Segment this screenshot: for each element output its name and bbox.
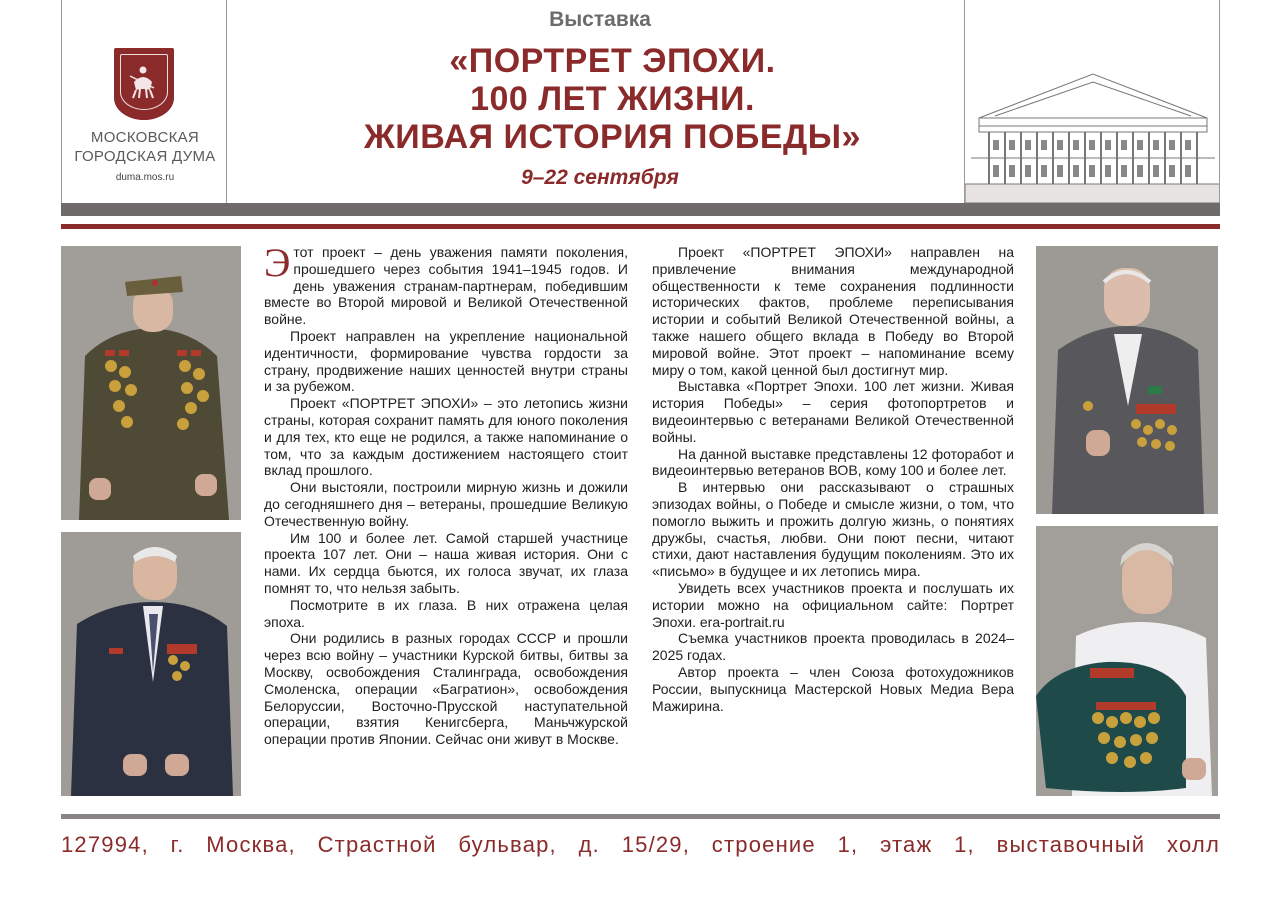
header-divider-red	[61, 224, 1220, 229]
paragraph-13: Съемка участников проекта проводилась в 2024–2025 годах.	[652, 630, 1014, 664]
veteran-portrait-4	[1036, 526, 1218, 796]
duma-logo-block	[61, 0, 227, 203]
veteran-portrait-2	[61, 532, 241, 796]
paragraph-12: Увидеть всех участников проекта и послушать их истории можно на официальном сайте: Портрет Эпохи. era-portrait.ru	[652, 579, 1014, 630]
moscow-coat-of-arms-icon	[114, 48, 174, 120]
exhibit-title: «ПОРТРЕТ ЭПОХИ. 100 ЛЕТ ЖИЗНИ. ЖИВАЯ ИСТОРИЯ ПОБЕДЫ»	[364, 42, 861, 156]
exhibit-dates: 9–22 сентября	[521, 166, 679, 189]
paragraph-7: Они родились в разных городах СССР и прошли через всю войну – участники Курской битвы, битвы за Москву, освобождения Сталинграда, освобождения Смоленска, операции «Багратион», освобождения Белоруссии, Восточно-Прусской наступательной операции, взятия Кенигсберга, Маньчжурской операции против Японии. Сейчас они живут в Москве.	[264, 630, 628, 748]
paragraph-10: На данной выставке представлены 12 фоторабот и видеоинтервью ветеранов ВОВ, кому 100 и более лет.	[652, 445, 1014, 479]
duma-building-illustration	[964, 0, 1220, 203]
paragraph-5: Им 100 и более лет. Самой старшей участнице проекта 107 лет. Они – наша живая история. Они с нами. Их сердца бьются, их голоса звучат, их глаза помнят то, что нельзя забыть.	[264, 529, 628, 596]
dropcap: Э	[264, 240, 291, 285]
veteran-portrait-1	[61, 246, 241, 520]
organization-name: МОСКОВСКАЯ ГОРОДСКАЯ ДУМА	[74, 129, 216, 165]
paragraph-1: Этот проект – день уважения памяти поколения, прошедшего через события 1941–1945 годов. И день уважения странам-партнерам, победившим вместе во Второй мировой и Великой Отечественной войне.	[264, 240, 628, 328]
paragraph-4: Они выстояли, построили мирную жизнь и дожили до сегодняшнего дня – ветераны, прошедшие Великую Отечественную войну.	[264, 479, 628, 529]
paragraph-14: Автор проекта – член Союза фотохудожников России, выпускница Мастерской Новых Медиа Вера Мажирина.	[652, 663, 1014, 714]
paragraph-6: Посмотрите в их глаза. В них отражена целая эпоха.	[264, 596, 628, 630]
organization-website: duma.mos.ru	[115, 172, 175, 183]
exhibit-label: Выставка	[549, 8, 651, 31]
text-column-right	[652, 244, 1014, 714]
veteran-portrait-3	[1036, 246, 1218, 514]
paragraph-8: Проект «ПОРТРЕТ ЭПОХИ» направлен на привлечение внимания международной общественности к теме сохранения подлинности исторических фактов, проблеме переписывания истории и событий Великой Отечественной войны, а также нашего общего вклада в Победу во Второй мировой войне. Этот проект – напоминание всему миру о том, какой ценной был достигнут мир.	[652, 244, 1014, 378]
paragraph-3: Проект «ПОРТРЕТ ЭПОХИ» – это летопись жизни страны, которая сохранит память для юного поколения и для тех, кто еще не родился, а также напоминание о том, что за каждым достижением настоящего стоит вклад прошлого.	[264, 395, 628, 479]
paragraph-11: В интервью они рассказывают о страшных эпизодах войны, о Победе и смысле жизни, о том, что помогло выжить и прожить долгую жизнь, о понятиях дружбы, счастья, любви. Они поют песни, читают стихи, дают наставления будущим поколениям. Это их «письмо» в будущее и их летопись мира.	[652, 479, 1014, 580]
footer-divider	[61, 814, 1220, 819]
paragraph-9: Выставка «Портрет Эпохи. 100 лет жизни. Живая история Победы» – серия фотопортретов и видеоинтервью с ветеранами Великой Отечественной войны.	[652, 378, 1014, 445]
text-column-left	[264, 240, 628, 748]
venue-address: 127994, г. Москва, Страстной бульвар, д. 15/29, строение 1, этаж 1, выставочный холл	[61, 832, 1220, 857]
paragraph-2: Проект направлен на укрепление национальной идентичности, формирование чувства гордости за страну, продвижение наших ценностей внутри страны и за рубежом.	[264, 327, 628, 395]
header-divider-gray	[61, 203, 1220, 216]
